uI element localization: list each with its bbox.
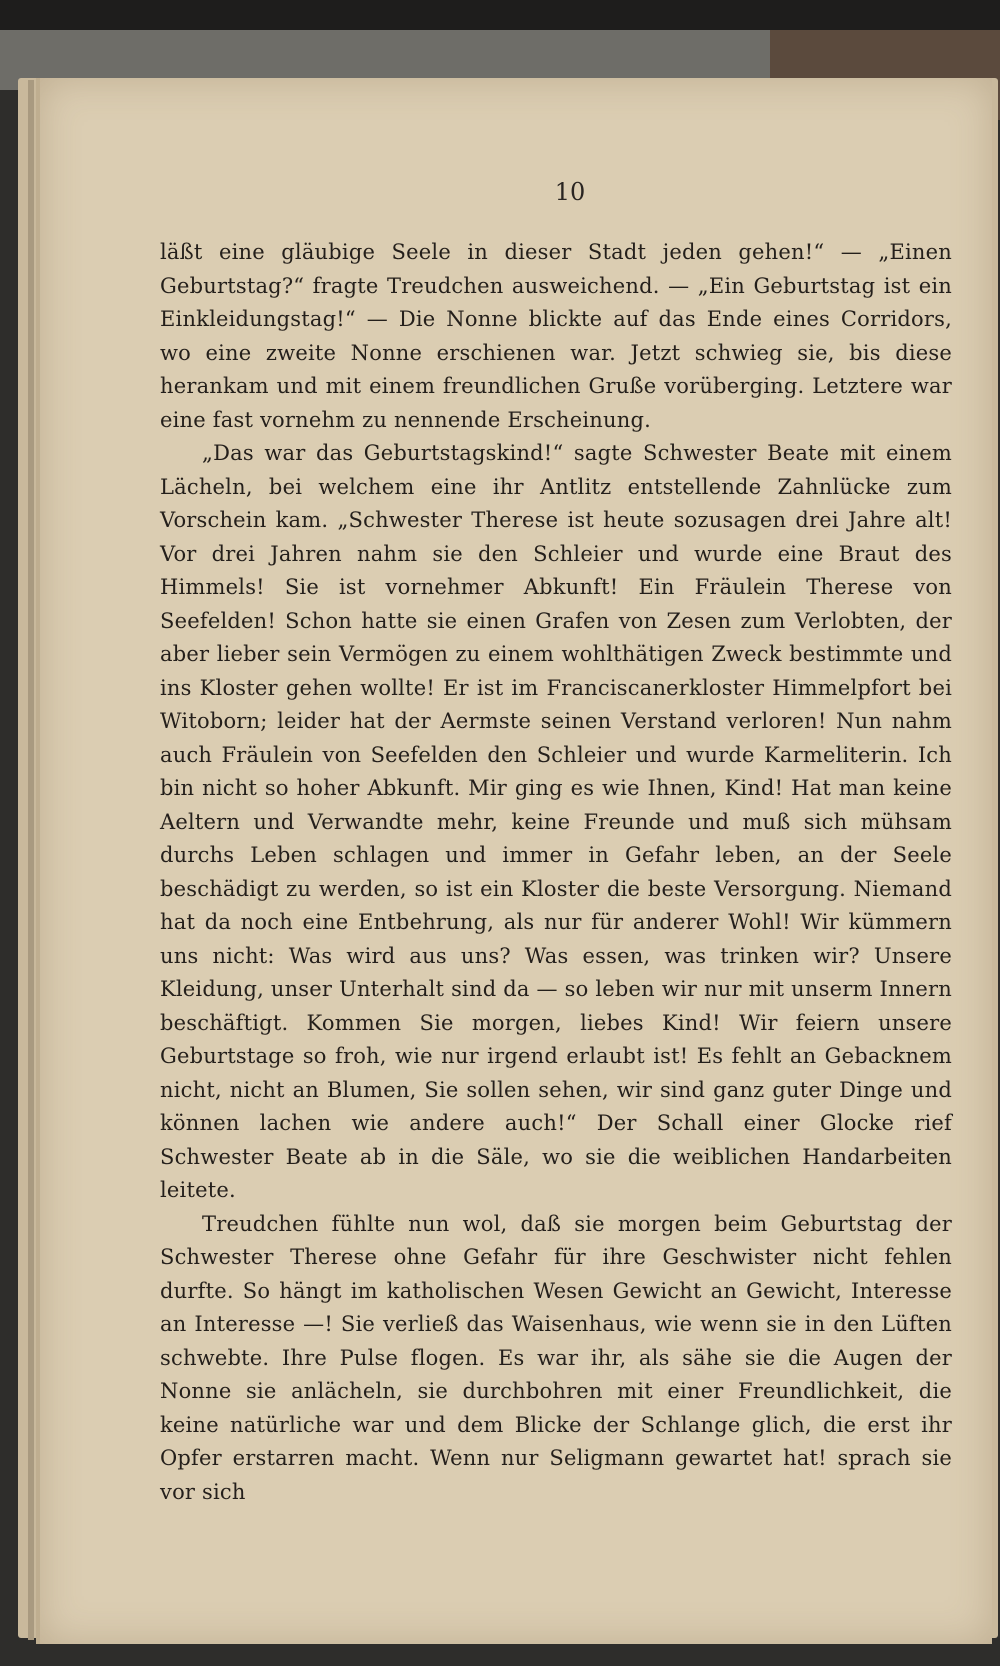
page-edge <box>28 80 34 1640</box>
paragraph-1: läßt eine gläubige Seele in dieser Stadt jeden gehen!“ — „Einen Geburtstag?“ fragte Treudchen ausweichend. — „Ein Geburtstag ist ein Einkleidungstag!“ — Die Nonne blickte auf das Ende eines Corridors, wo eine zweite Nonne erschienen war. Jetzt schwieg sie, bis diese herankam und mit einem freundlichen Gruße vorüberging. Letztere war eine fast vornehm zu nennende Erscheinung. <box>160 240 952 432</box>
scan-top-border <box>0 0 1000 34</box>
paragraph-3: Treudchen fühlte nun wol, daß sie morgen beim Geburtstag der Schwester Therese ohne Gefahr für ihre Geschwister nicht fehlen durfte. So hängt im katholischen Wesen Gewicht an Gewicht, Interesse an Interesse —! Sie verließ das Waisenhaus, wie wenn sie in den Lüften schwebte. Ihre Pulse flogen. Es war ihr, als sähe sie die Augen der Nonne sie anlächeln, sie durchbohren mit einer Freundlichkeit, die keine natürliche war und dem Blicke der Schlange glich, die erst ihr Opfer erstarren macht. Wenn nur Seligmann gewartet hat! sprach sie vor sich <box>160 1211 952 1504</box>
body-text <box>160 236 952 1509</box>
paragraph-2: „Das war das Geburtstagskind!“ sagte Schwester Beate mit einem Lächeln, bei welchem eine ihr Antlitz entstellende Zahnlücke zum Vorschein kam. „Schwester Therese ist heute sozusagen drei Jahre alt! Vor drei Jahren nahm sie den Schleier und wurde eine Braut des Himmels! Sie ist vornehmer Abkunft! Ein Fräulein Therese von Seefelden! Schon hatte sie einen Grafen von Zesen zum Verlobten, der aber lieber sein Vermögen zu einem wohlthätigen Zweck bestimmte und ins Kloster gehen wollte! Er ist im Franciscanerkloster Himmelpfort bei Witoborn; leider hat der Aermste seinen Verstand verloren! Nun nahm auch Fräulein von Seefelden den Schleier und wurde Karmeliterin. Ich bin nicht so hoher Abkunft. Mir ging es wie Ihnen, Kind! Hat man keine Aeltern und Verwandte mehr, keine Freunde und muß sich mühsam durchs Leben schlagen und immer in Gefahr leben, an der Seele beschädigt zu werden, so ist ein Kloster die beste Versorgung. Niemand hat da noch eine Entbehrung, als nur für anderer Wohl! Wir kümmern uns nicht: Was wird aus uns? Was essen, was trinken wir? Unsere Kleidung, unser Unterhalt sind da — so leben wir nur mit unserm Innern beschäftigt. Kommen Sie morgen, liebes Kind! Wir feiern unsere Geburtstage so froh, wie nur irgend erlaubt ist! Es fehlt an Gebacknem nicht, nicht an Blumen, Sie sollen sehen, wir sind ganz guter Dinge und können lachen wie andere auch!“ Der Schall einer Glocke rief Schwester Beate ab in die Säle, wo sie die weiblichen Handarbeiten leitete. <box>160 441 952 1202</box>
page-number: 10 <box>554 178 586 206</box>
